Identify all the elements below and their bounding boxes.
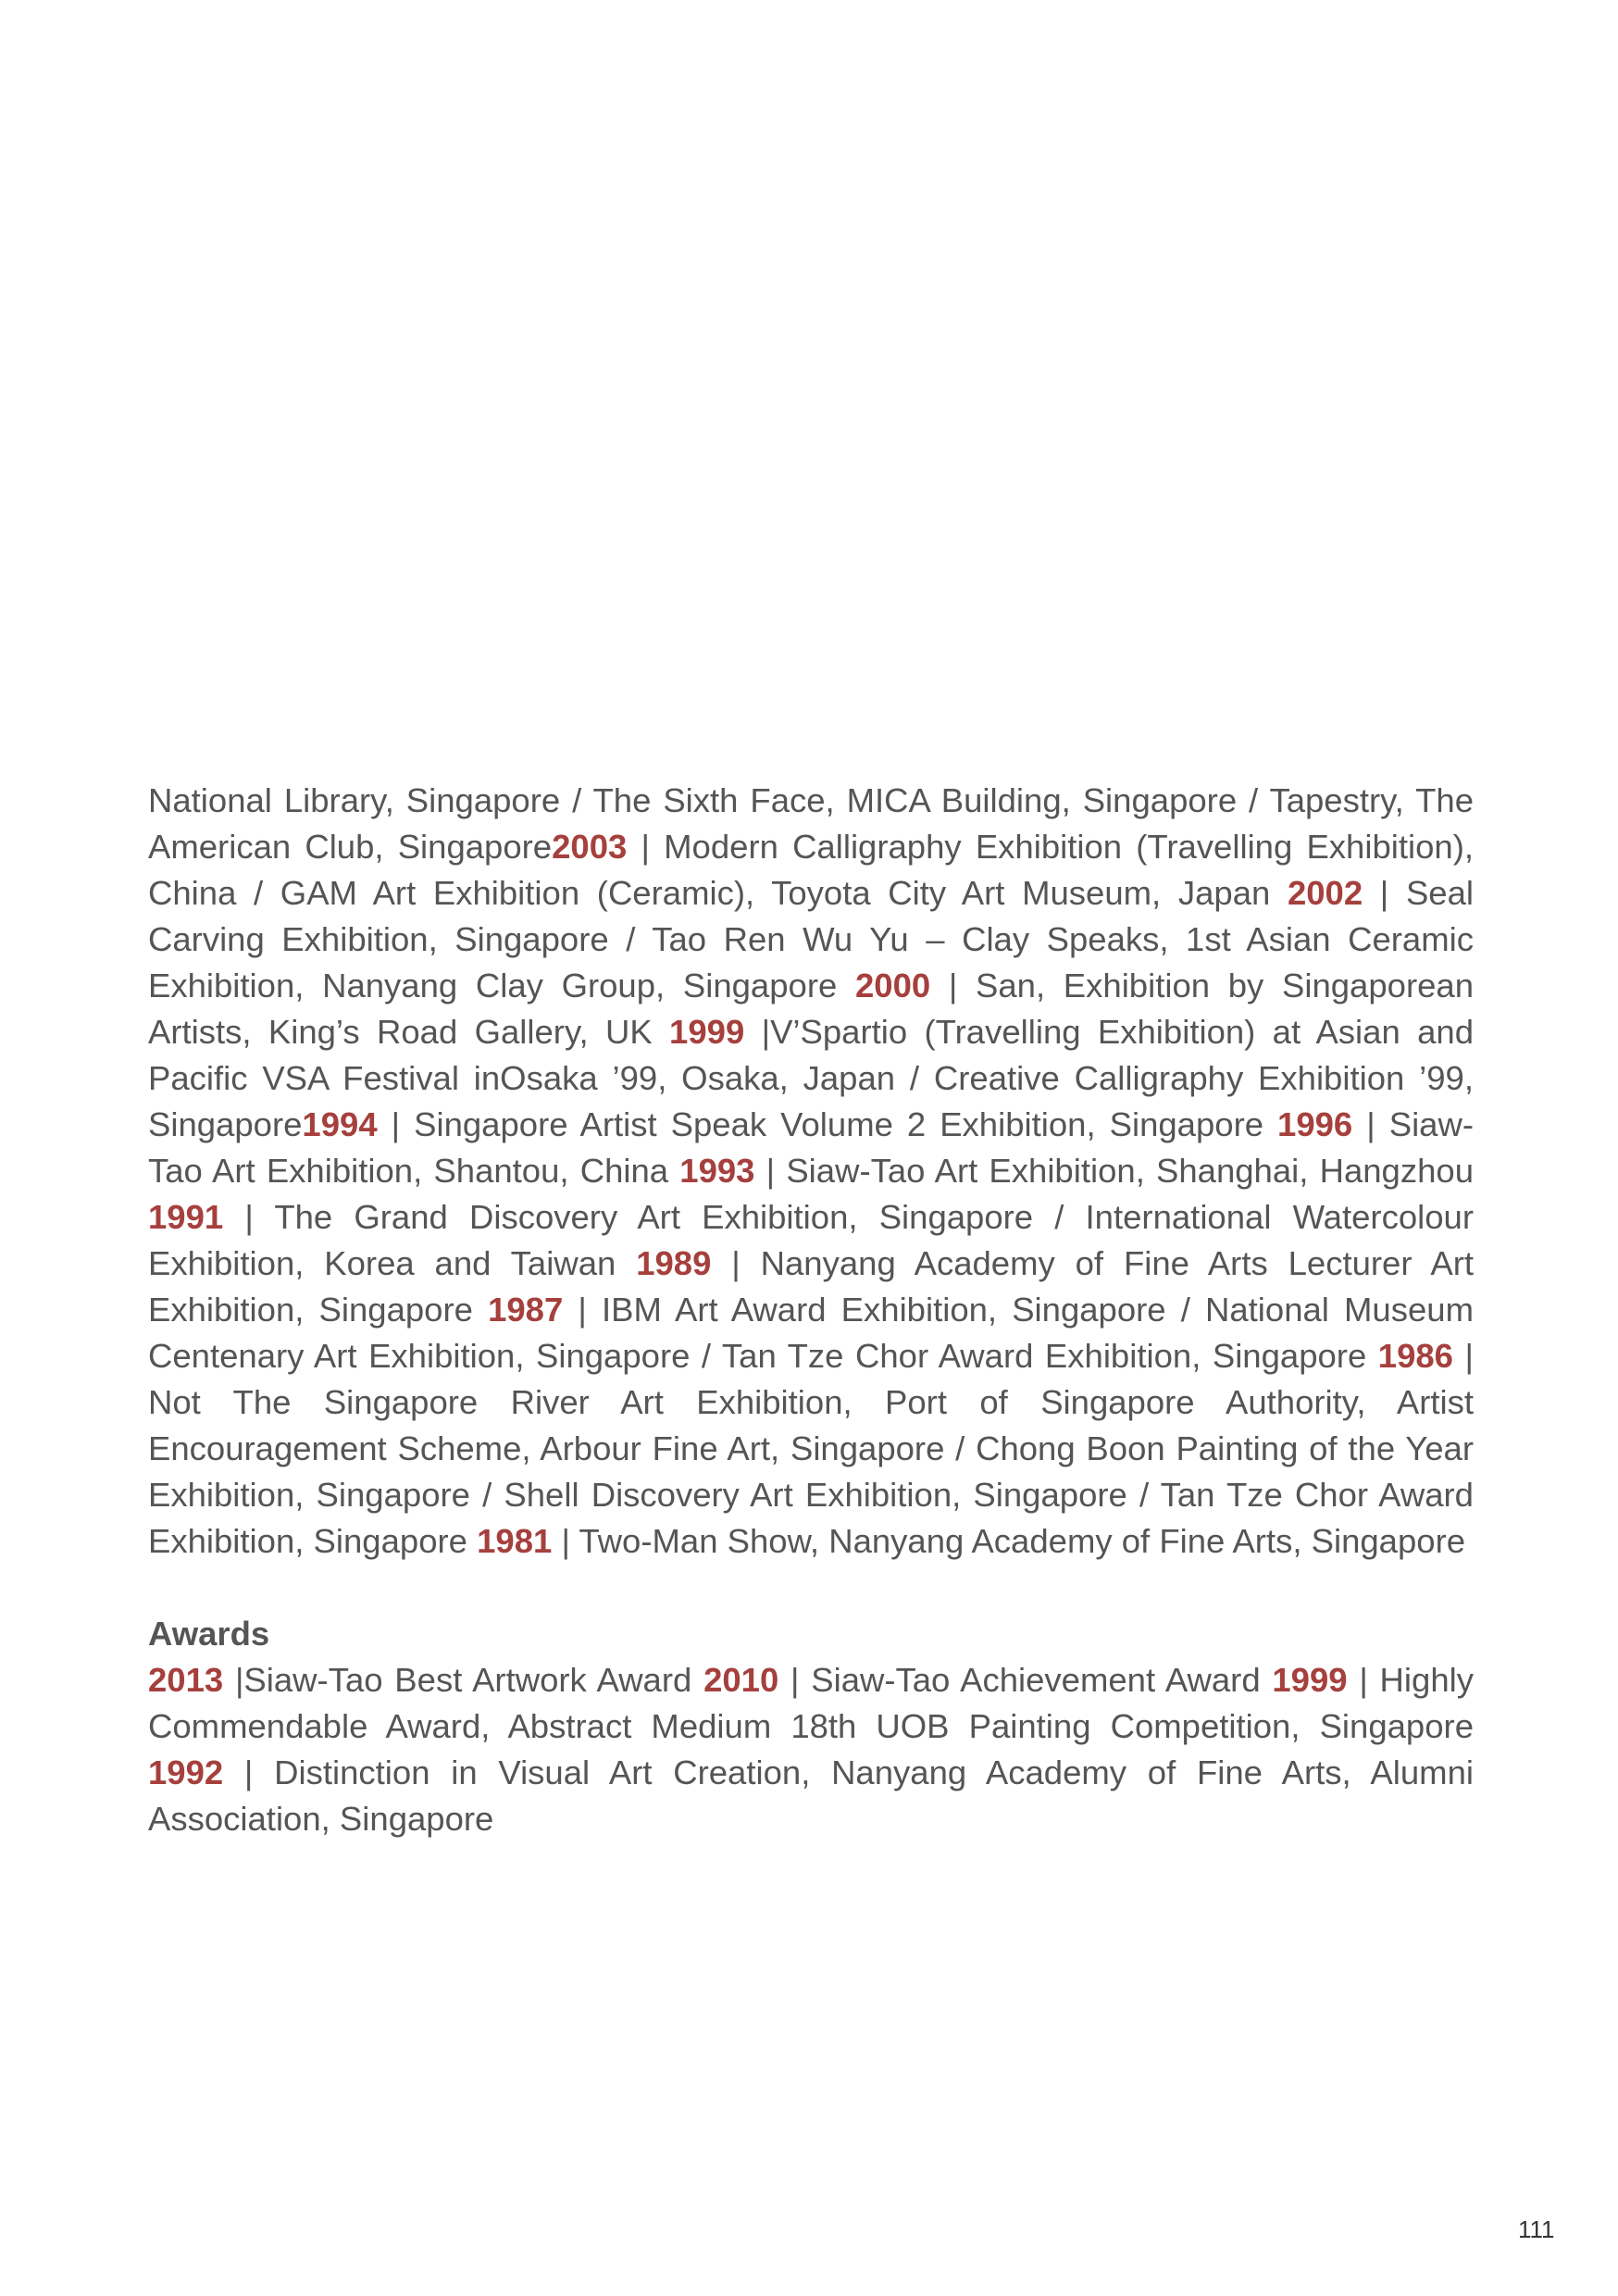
page-number: 111 bbox=[1518, 2215, 1555, 2243]
year-label: 1993 bbox=[679, 1152, 755, 1190]
entry-text: | Distinction in Visual Art Creation, Nanyang Academy of Fine Arts, Alumni Association, Singapore bbox=[148, 1753, 1474, 1838]
year-label: 1987 bbox=[488, 1291, 564, 1329]
entry-text: | The Grand Discovery Art Exhibition, Singapore / International Watercolour Exhibition, Korea and Taiwan bbox=[148, 1198, 1474, 1282]
year-label: 1981 bbox=[477, 1522, 553, 1560]
entry-text: | Seal Carving Exhibition, Singapore / Tao Ren Wu Yu – Clay Speaks, 1st Asian Ceramic Exhibition, Nanyang Clay Group, Singapore bbox=[148, 874, 1474, 1004]
entry-text: | Not The Singapore River Art Exhibition, Port of Singapore Authority, Artist Encouragement Scheme, Arbour Fine Art, Singapore / Chong Boon Painting of the Year Exhibition, Singapore / Shell Discovery Art Exhibition, Singapore / Tan Tze Chor Award Exhibition, Singapore bbox=[148, 1337, 1474, 1560]
awards-paragraph bbox=[148, 1657, 1474, 1842]
year-label: 1989 bbox=[636, 1244, 712, 1282]
year-label: 1986 bbox=[1377, 1337, 1453, 1375]
entry-text: | Singapore Artist Speak Volume 2 Exhibition, Singapore bbox=[377, 1105, 1278, 1143]
entry-text: | IBM Art Award Exhibition, Singapore / National Museum Centenary Art Exhibition, Singapore / Tan Tze Chor Award Exhibition, Singapore bbox=[148, 1291, 1474, 1375]
main-content bbox=[148, 778, 1474, 1842]
entry-text: | Highly Commendable Award, Abstract Medium 18th UOB Painting Competition, Singapore bbox=[148, 1661, 1474, 1745]
year-label: 2002 bbox=[1287, 874, 1363, 912]
entry-text: | San, Exhibition by Singaporean Artists, King’s Road Gallery, UK bbox=[148, 967, 1474, 1051]
awards-heading: Awards bbox=[148, 1615, 270, 1653]
entry-text: National Library, Singapore / The Sixth Face, MICA Building, Singapore / Tapestry, The American Club, Singapore bbox=[148, 781, 1474, 866]
entry-text: |Siaw-Tao Best Artwork Award bbox=[223, 1661, 704, 1699]
entry-text: | Siaw-Tao Art Exhibition, Shanghai, Hangzhou bbox=[754, 1152, 1474, 1190]
entry-text: |V’Spartio (Travelling Exhibition) at Asian and Pacific VSA Festival inOsaka ’99, Osaka, Japan / Creative Calligraphy Exhibition ’99, Singapore bbox=[148, 1013, 1474, 1143]
year-label: 2000 bbox=[854, 967, 931, 1004]
year-label: 1991 bbox=[148, 1198, 224, 1236]
entry-text: | Nanyang Academy of Fine Arts Lecturer Art Exhibition, Singapore bbox=[148, 1244, 1474, 1329]
year-label: 2010 bbox=[703, 1661, 779, 1699]
entry-text: | Modern Calligraphy Exhibition (Travelling Exhibition), China / GAM Art Exhibition (Ceramic), Toyota City Art Museum, Japan bbox=[148, 828, 1474, 912]
entry-text: | Two-Man Show, Nanyang Academy of Fine Arts, Singapore bbox=[552, 1522, 1466, 1560]
year-label: 2013 bbox=[148, 1661, 224, 1699]
year-label: 2003 bbox=[552, 828, 628, 866]
year-label: 1992 bbox=[148, 1753, 224, 1791]
year-label: 1999 bbox=[669, 1013, 745, 1051]
exhibitions-paragraph bbox=[148, 778, 1474, 1565]
year-label: 1999 bbox=[1272, 1661, 1348, 1699]
year-label: 1996 bbox=[1277, 1105, 1353, 1143]
year-label: 1994 bbox=[302, 1105, 378, 1143]
entry-text: | Siaw-Tao Achievement Award bbox=[778, 1661, 1273, 1699]
entry-text: | Siaw-Tao Art Exhibition, Shantou, China bbox=[148, 1105, 1474, 1190]
